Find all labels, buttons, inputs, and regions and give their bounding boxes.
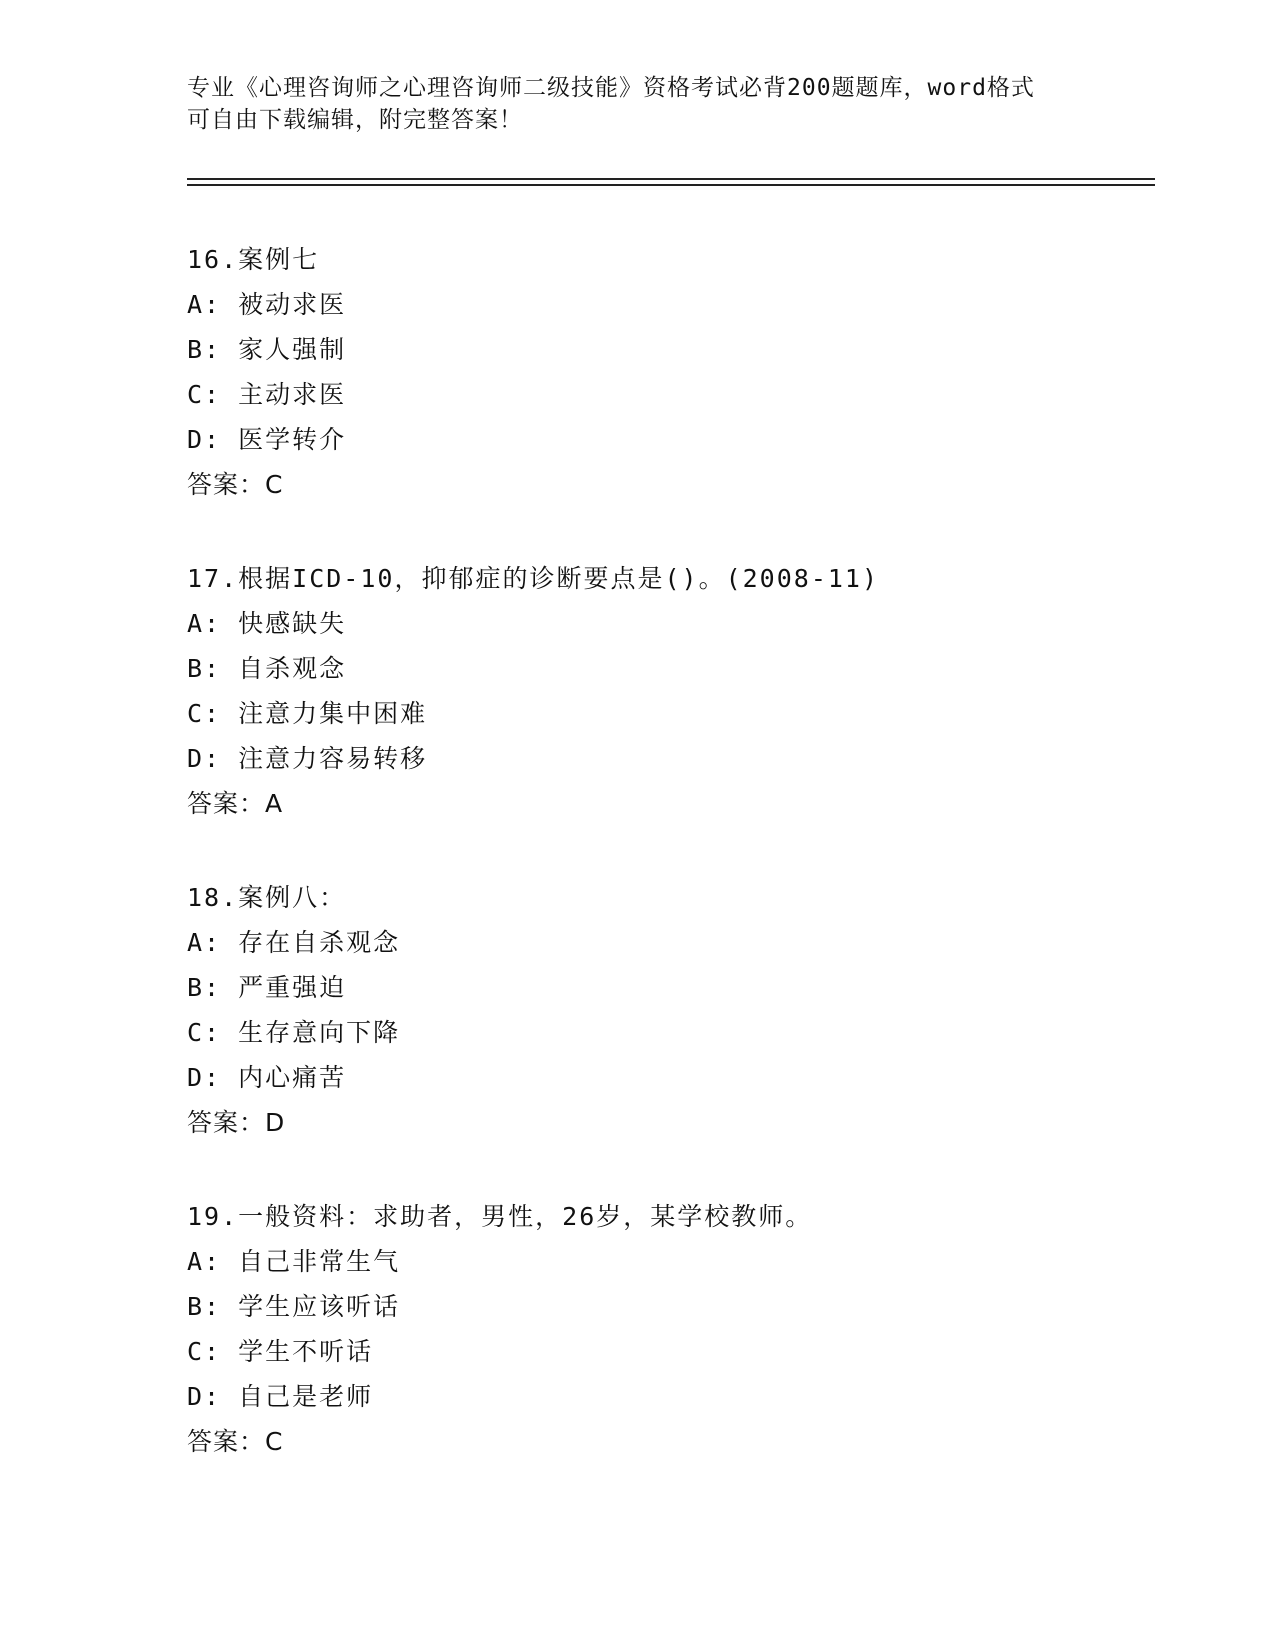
- option-c: C: 生存意向下降: [187, 1018, 401, 1047]
- option-c: C: 主动求医: [187, 380, 347, 409]
- option-c: C: 注意力集中困难: [187, 699, 428, 728]
- answer-line: 答案：C: [187, 1427, 284, 1456]
- header-divider-top: [187, 178, 1155, 180]
- question-16: [187, 237, 1147, 556]
- option-a: A: 快感缺失: [187, 609, 347, 638]
- question-19: [187, 1194, 1147, 1513]
- question-stem: 17.根据ICD-10，抑郁症的诊断要点是()。(2008-11): [187, 564, 880, 593]
- option-c: C: 学生不听话: [187, 1337, 374, 1366]
- question-stem: 16.案例七: [187, 245, 320, 274]
- option-d: D: 自己是老师: [187, 1382, 374, 1411]
- answer-line: 答案：C: [187, 470, 284, 499]
- option-b: B: 学生应该听话: [187, 1292, 401, 1321]
- option-a: A: 存在自杀观念: [187, 928, 401, 957]
- option-b: B: 严重强迫: [187, 973, 347, 1002]
- answer-line: 答案：D: [187, 1108, 286, 1137]
- header-line-2: 可自由下载编辑，附完整答案！: [187, 107, 523, 133]
- question-stem: 18.案例八：: [187, 883, 347, 912]
- option-d: D: 注意力容易转移: [187, 744, 428, 773]
- option-b: B: 家人强制: [187, 335, 347, 364]
- option-a: A: 被动求医: [187, 290, 347, 319]
- option-d: D: 医学转介: [187, 425, 347, 454]
- question-17: [187, 556, 1147, 875]
- option-b: B: 自杀观念: [187, 654, 347, 683]
- question-list: [187, 237, 1147, 1513]
- header-line-1: 专业《心理咨询师之心理咨询师二级技能》资格考试必背200题题库，word格式: [187, 75, 1035, 101]
- document-header: [187, 72, 1087, 136]
- question-18: [187, 875, 1147, 1194]
- header-divider-bottom: [187, 184, 1155, 186]
- question-stem: 19.一般资料：求助者，男性，26岁，某学校教师。: [187, 1202, 813, 1231]
- option-d: D: 内心痛苦: [187, 1063, 347, 1092]
- answer-line: 答案：A: [187, 789, 284, 818]
- option-a: A: 自己非常生气: [187, 1247, 401, 1276]
